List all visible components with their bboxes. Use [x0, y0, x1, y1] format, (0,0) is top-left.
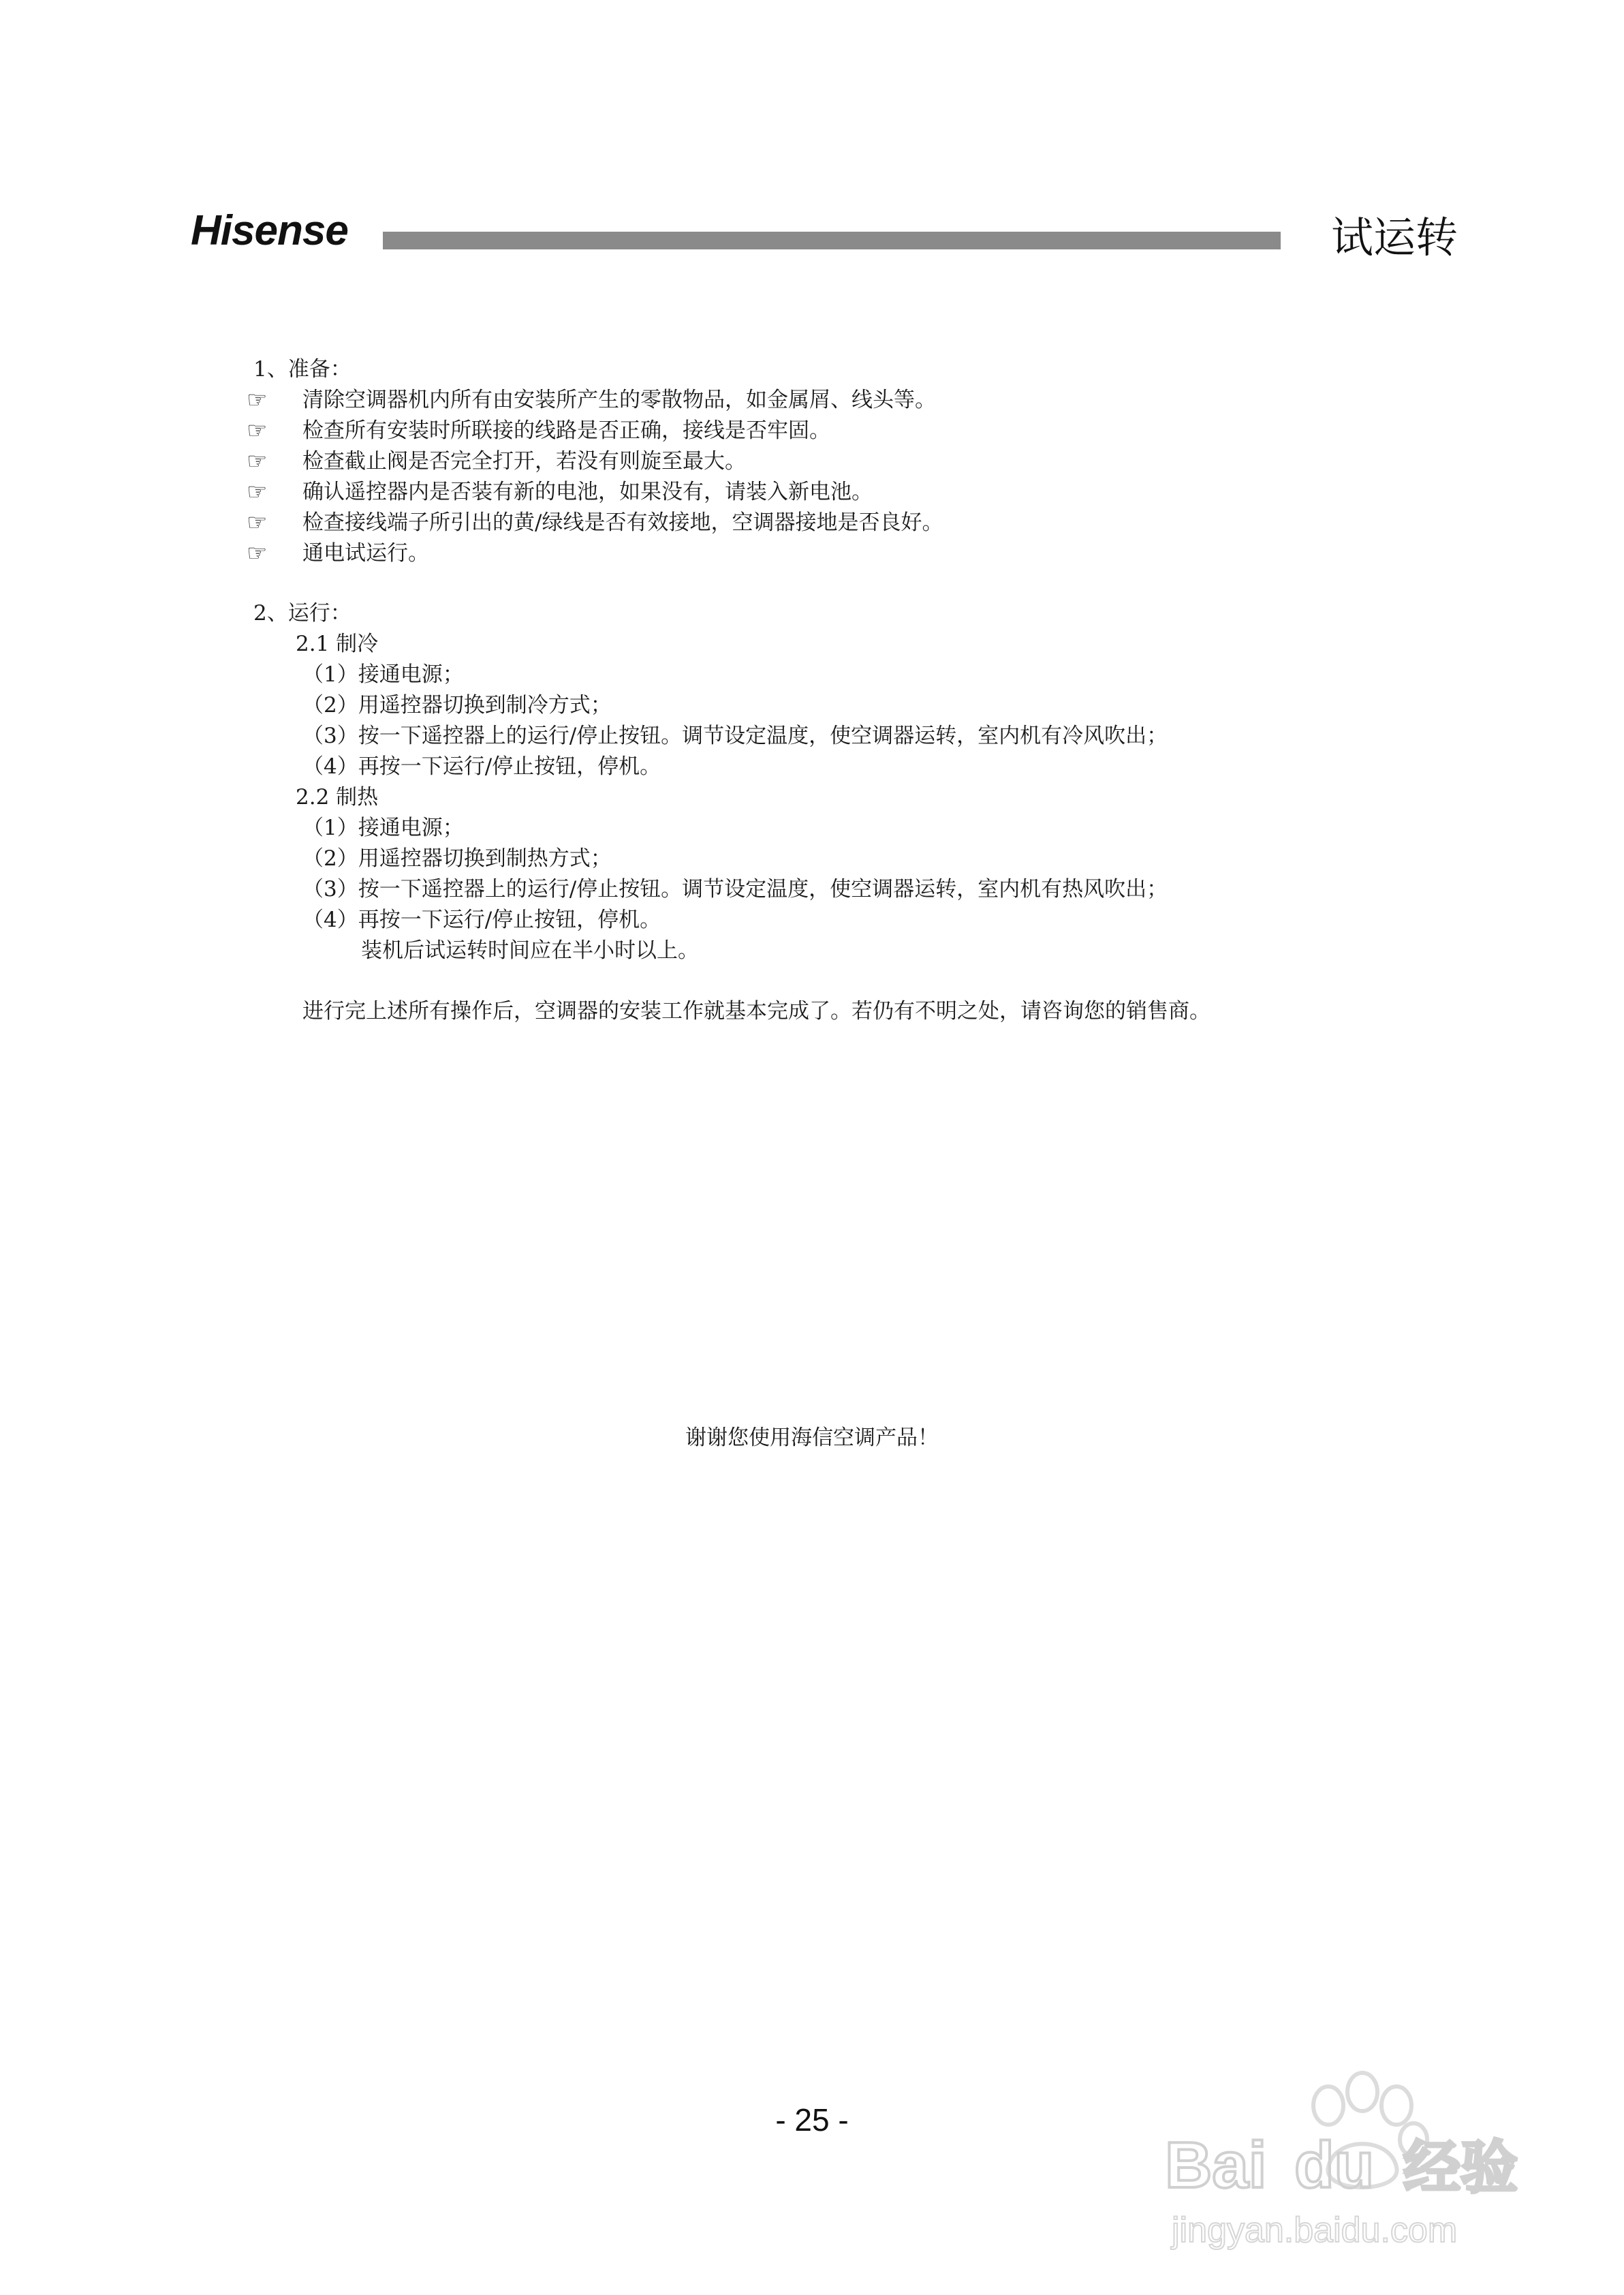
pointing-hand-icon: ☞ [247, 509, 268, 536]
section-title: 试运转 [1331, 213, 1458, 262]
cooling-step-2: （2）用遥控器切换到制冷方式； [302, 693, 612, 718]
page-number: - 25 - [775, 2102, 849, 2138]
brand-logo: Hisense [191, 207, 348, 254]
cooling-step-3: （3）按一下遥控器上的运行/停止按钮。调节设定温度，使空调器运转，室内机有冷风吹出； [302, 724, 1168, 748]
svg-text:经验: 经验 [1403, 2134, 1518, 2201]
heating-step-1: （1）接通电源； [302, 816, 464, 840]
pointing-hand-icon: ☞ [247, 386, 268, 414]
watermark-url: jingyan.baidu.com [1172, 2211, 1458, 2250]
heating-note: 装机后试运转时间应在半小时以上。 [361, 938, 699, 963]
heating-step-3: （3）按一下遥控器上的运行/停止按钮。调节设定温度，使空调器运转，室内机有热风吹出； [302, 877, 1168, 902]
heating-title: 2.2 制热 [296, 785, 379, 810]
pointing-hand-icon: ☞ [247, 478, 268, 506]
header-divider-bar [383, 232, 1281, 249]
heating-step-2: （2）用遥控器切换到制热方式； [302, 846, 612, 871]
prep-item-1: 清除空调器机内所有由安装所产生的零散物品，如金属屑、线头等。 [302, 388, 936, 412]
section1-heading: 1、准备： [253, 357, 352, 382]
prep-item-6: 通电试运行。 [302, 541, 429, 566]
cooling-step-1: （1）接通电源； [302, 662, 464, 687]
pointing-hand-icon: ☞ [247, 448, 268, 475]
cooling-title: 2.1 制冷 [296, 632, 379, 656]
prep-item-2: 检查所有安装时所联接的线路是否正确，接线是否牢固。 [302, 418, 830, 443]
thank-you-line: 谢谢您使用海信空调产品！ [685, 1426, 939, 1450]
svg-text:du: du [1294, 2129, 1375, 2202]
pointing-hand-icon: ☞ [247, 540, 268, 567]
heating-step-4: （4）再按一下运行/停止按钮，停机。 [302, 908, 661, 932]
section2-heading: 2、运行： [253, 601, 352, 626]
closing-paragraph: 进行完上述所有操作后，空调器的安装工作就基本完成了。若仍有不明之处，请咨询您的销售商。 [302, 999, 1211, 1023]
prep-item-4: 确认遥控器内是否装有新的电池，如果没有，请装入新电池。 [302, 480, 873, 504]
pointing-hand-icon: ☞ [247, 417, 268, 444]
watermark-logo-text: Bai [1165, 2129, 1267, 2202]
prep-item-5: 检查接线端子所引出的黄/绿线是否有效接地，空调器接地是否良好。 [302, 510, 943, 535]
baidu-jingyan-watermark [1158, 2058, 1540, 2262]
cooling-step-4: （4）再按一下运行/停止按钮，停机。 [302, 754, 661, 779]
prep-item-3: 检查截止阀是否完全打开，若没有则旋至最大。 [302, 449, 746, 474]
